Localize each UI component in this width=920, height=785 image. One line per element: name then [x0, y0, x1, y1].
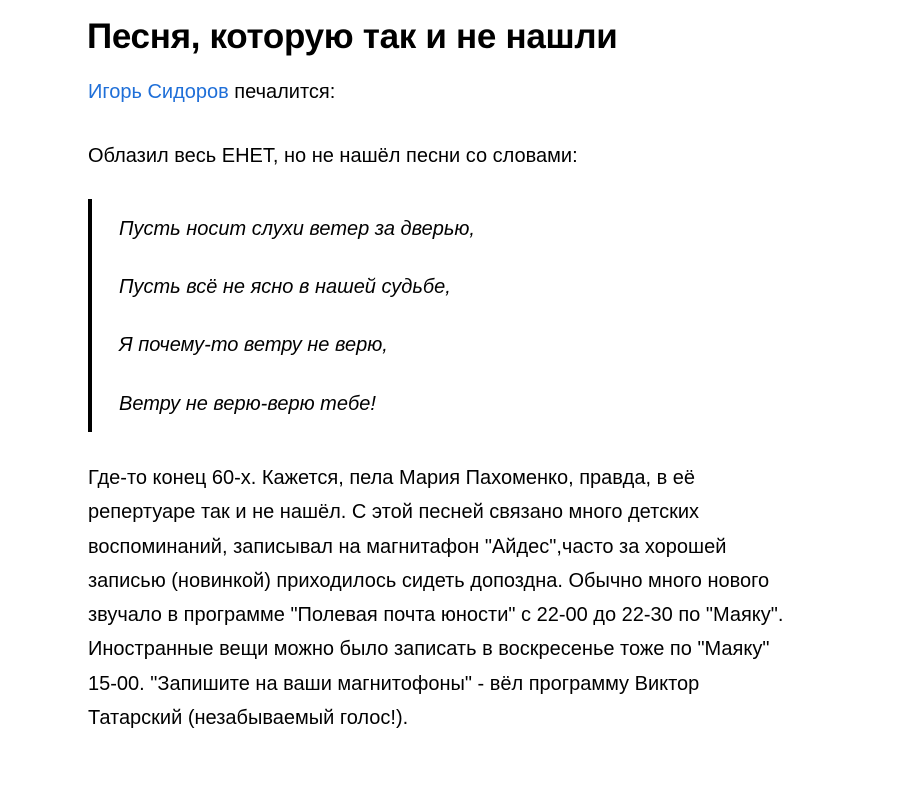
body-line: воспоминаний, записывал на магнитафон "Айдес",часто за хорошей [88, 535, 727, 558]
author-link[interactable]: Игорь Сидоров [88, 81, 229, 103]
intro-paragraph: Облазил весь ЕНЕТ, но не нашёл песни со словами: [88, 145, 578, 167]
lyrics-line: Пусть всё не ясно в нашей судьбе, [119, 276, 451, 298]
body-line: звучало в программе "Полевая почта юности" с 22-00 до 22-30 по "Маяку". [88, 604, 784, 627]
body-line: Где-то конец 60-х. Кажется, пела Мария Пахоменко, правда, в её [88, 467, 696, 489]
author-action: печалится: [228, 81, 336, 103]
body-line: записью (новинкой) приходилось сидеть допоздна. Обычно много нового [88, 569, 770, 592]
lyrics-line: Ветру не верю-верю тебе! [119, 393, 376, 415]
body-paragraph [88, 461, 900, 735]
article-title: Песня, которую так и не нашли [87, 17, 618, 56]
body-line: репертуаре так и не нашёл. С этой песней связано много детских [88, 501, 699, 524]
body-line: 15-00. "Запишите на ваши магнитофоны" - вёл программу Виктор [88, 672, 700, 695]
lyrics-line: Пусть носит слухи ветер за дверью, [119, 218, 475, 240]
lyrics-blockquote [88, 199, 688, 432]
lyrics-line: Я почему-то ветру не верю, [119, 334, 388, 356]
body-line: Иностранные вещи можно было записать в воскресенье тоже по "Маяку" [88, 638, 770, 661]
byline [88, 77, 335, 107]
body-line: Татарский (незабываемый голос!). [88, 707, 409, 730]
